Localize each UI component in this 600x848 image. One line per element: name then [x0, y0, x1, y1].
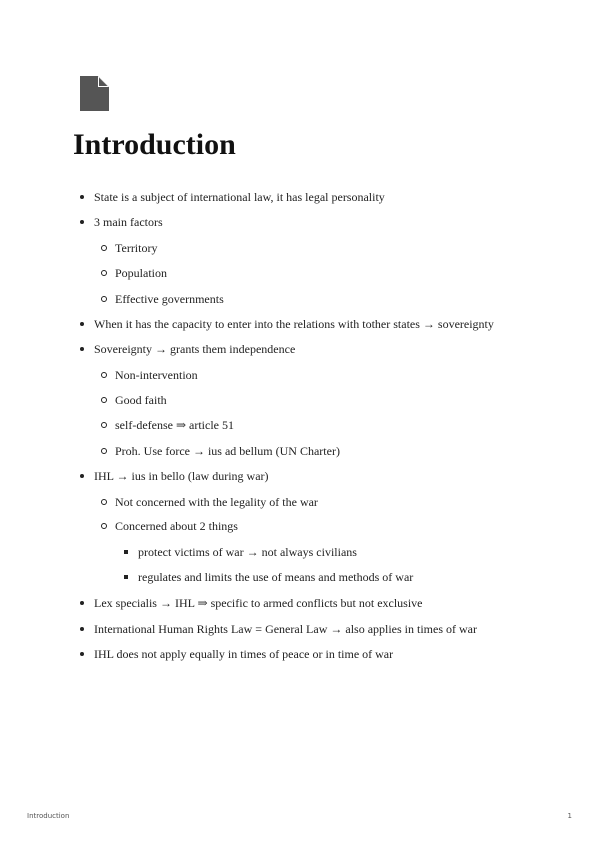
- list-item: International Human Rights Law = General Law → also applies in times of war: [94, 622, 477, 636]
- list-item: protect victims of war → not always civilians: [138, 545, 357, 559]
- page-title: Introduction: [73, 128, 236, 161]
- list-item: regulates and limits the use of means and methods of war: [138, 570, 414, 584]
- list-item: State is a subject of international law, it has legal personality: [94, 190, 385, 204]
- list-item: Effective governments: [115, 292, 224, 306]
- list-item: Population: [115, 266, 168, 280]
- list-item: IHL → ius in bello (law during war): [94, 469, 269, 483]
- list-item: self-defense ⇒ article 51: [115, 418, 234, 432]
- list-item: Good faith: [115, 393, 167, 407]
- list-item: Concerned about 2 things: [115, 519, 238, 533]
- list-item: IHL does not apply equally in times of peace or in time of war: [94, 647, 394, 661]
- list-item: When it has the capacity to enter into the relations with tother states → sovereignty: [94, 317, 494, 331]
- list-item: 3 main factors: [94, 215, 163, 229]
- list-item: Non-intervention: [115, 368, 198, 382]
- list-item: Lex specialis → IHL ⇒ specific to armed conflicts but not exclusive: [94, 596, 423, 610]
- footer-title: Introduction: [27, 812, 70, 820]
- list-item: Territory: [115, 241, 158, 255]
- page-number: 1: [567, 812, 572, 820]
- document-page-icon: [80, 76, 109, 111]
- list-item: Sovereignty → grants them independence: [94, 342, 296, 356]
- list-item: Proh. Use force → ius ad bellum (UN Charter): [115, 444, 340, 458]
- list-item: Not concerned with the legality of the war: [115, 495, 318, 509]
